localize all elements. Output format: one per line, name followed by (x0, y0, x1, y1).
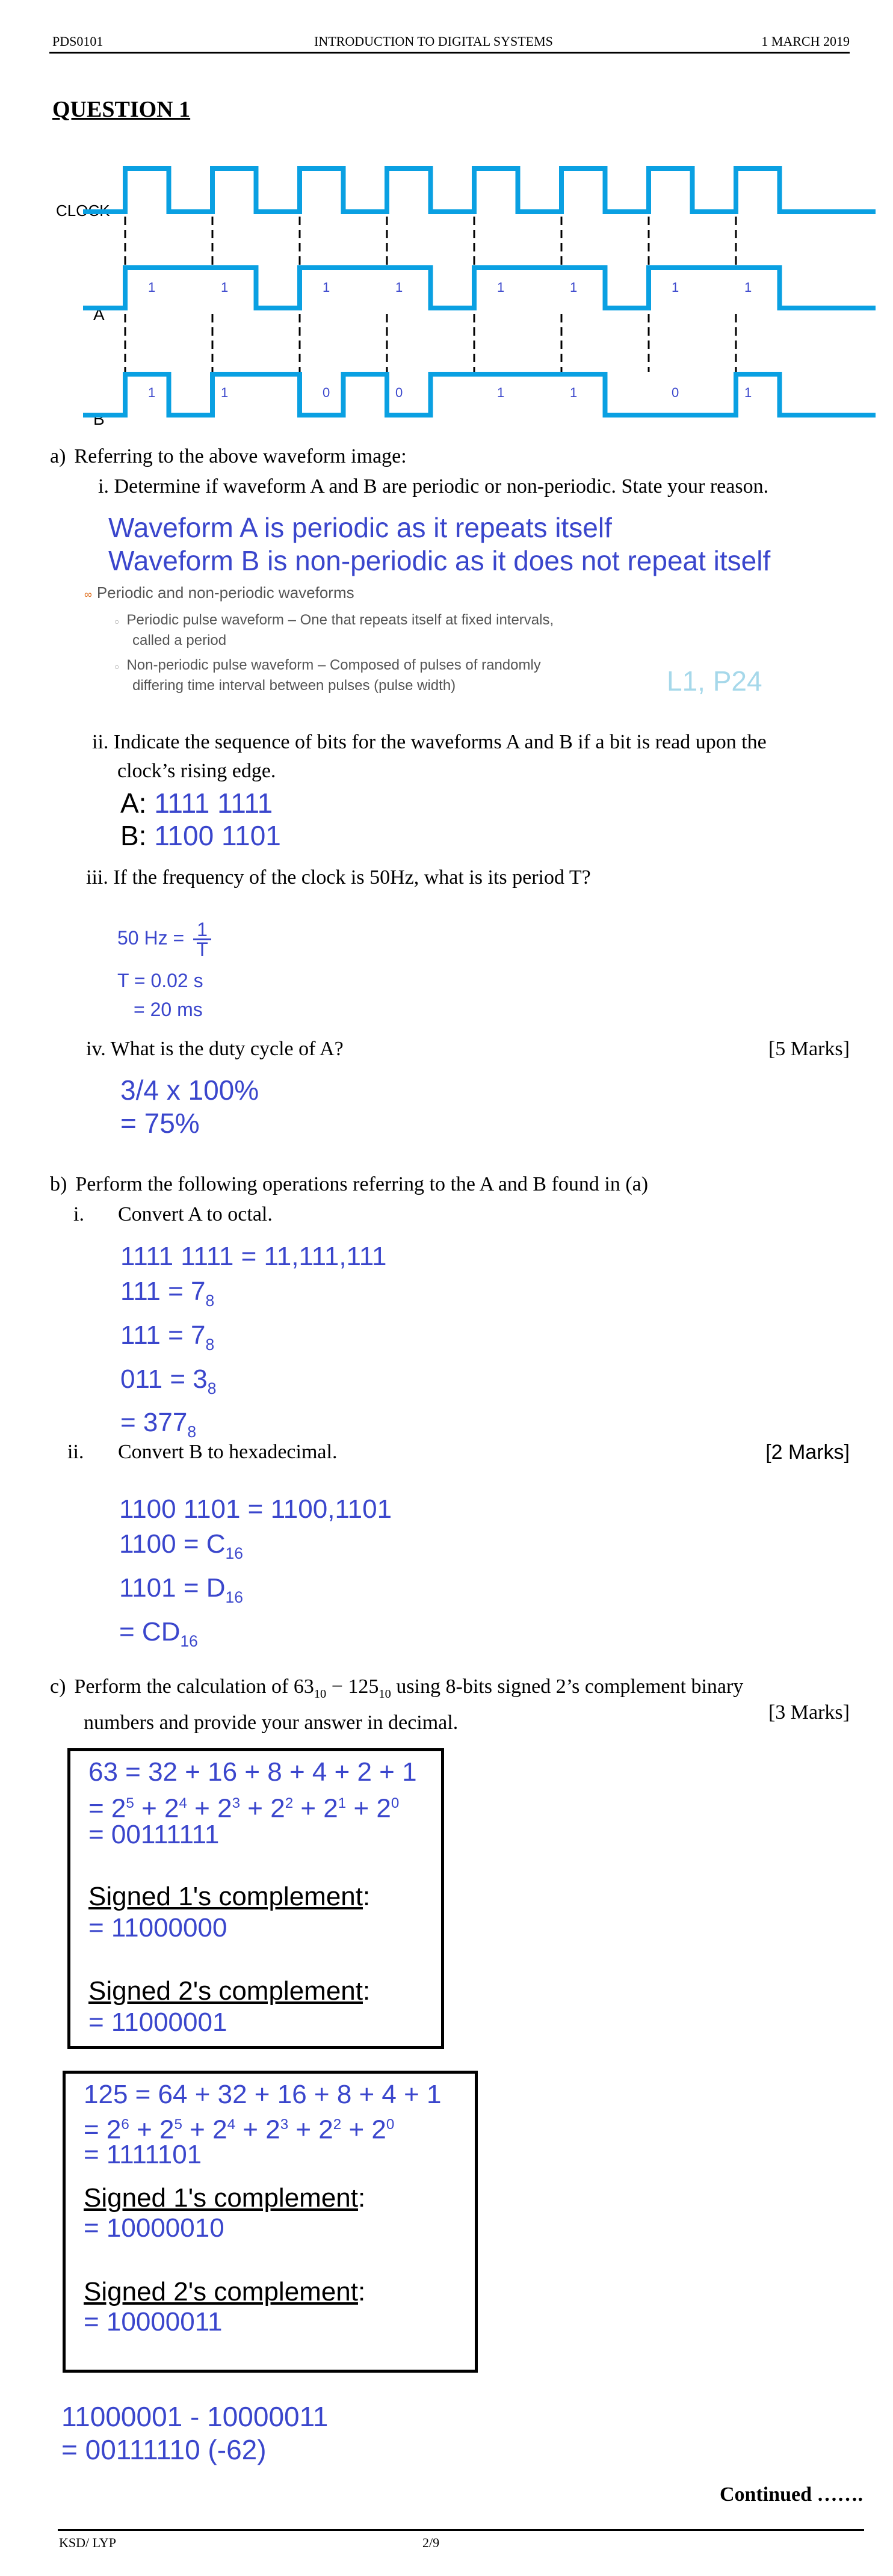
course-title: INTRODUCTION TO DIGITAL SYSTEMS (314, 34, 553, 49)
a-iv-text: What is the duty cycle of A? (110, 1038, 344, 1060)
part-c-text-2: numbers and provide your answer in decimal. (84, 1711, 459, 1734)
c-result-2: = 00111110 (-62) (61, 2434, 267, 2465)
reference-heading: Periodic and non-periodic waveforms (96, 584, 354, 602)
a-label: A (93, 305, 105, 324)
sub-bullet-icon: ○ (114, 617, 120, 626)
a-iii-num: iii. (86, 866, 108, 889)
a-iv-num: iv. (86, 1038, 106, 1060)
b-i-num: i. (73, 1203, 84, 1225)
a-bits-row: A: 1111 1111 (120, 787, 273, 819)
hex-line: 1100 1101 = 1100,1101 (119, 1494, 392, 1524)
exam-date: 1 MARCH 2019 (761, 34, 850, 49)
bit-annotation: 1 (221, 280, 229, 295)
header-rule (49, 52, 850, 54)
bit-annotation: 1 (323, 280, 330, 295)
part-b-prompt: Perform the following operations referring to the A and B found in (a) (75, 1173, 649, 1195)
bit-annotation: 1 (570, 385, 578, 400)
octal-line: = $377_8$ (120, 1408, 197, 1441)
a-ii-num: ii. (92, 731, 109, 753)
powers-63: = $2^5 + 2^4 + 2^3 + 2^2 + 2^1 + 2^0$ (88, 1793, 400, 1823)
b-ii-num: ii. (67, 1441, 84, 1463)
part-a-prompt: Referring to the above waveform image: (74, 445, 407, 467)
continued-note: Continued ……. (719, 2483, 863, 2506)
hex-work (119, 1492, 392, 1658)
a-iii-text: If the frequency of the clock is 50Hz, what is its period T? (113, 866, 591, 889)
page-number: 2/9 (422, 2535, 440, 2550)
reference-heading-row (84, 584, 354, 602)
b-waveform (83, 374, 876, 415)
a-iii-work-2: T = 0.02 s (117, 970, 203, 991)
calc-box-63: 63 = 32 + 16 + 8 + 4 + 2 + 1 = $2^5 + 2^4 + 2^3 + 2^2 + 2^1 + 2^0$ = 00111111 Signed 1's complement: = 11000000 Signed 2's complement: = 11000001 (67, 1748, 444, 2049)
b-ii-text: Convert B to hexadecimal. (118, 1441, 338, 1463)
bit-annotation: 1 (221, 385, 229, 400)
bit-annotation: 1 (744, 385, 752, 400)
bit-annotation: 1 (744, 280, 752, 295)
b-bits: 1100 1101 (154, 820, 281, 851)
bit-annotation: 0 (395, 385, 403, 400)
octal-line: $111 = 7_8$ (120, 1320, 215, 1354)
clock-label: CLOCK (56, 202, 110, 220)
calc-box-125: 125 = 64 + 32 + 16 + 8 + 4 + 1 = $2^6 + 2^5 + 2^4 + 2^3 + 2^2 + 2^0$ = 1111101 Signed 1's complement: = 10000010 Signed 2's complement: = 10000011 (63, 2071, 478, 2373)
a-i-answer-1: Waveform A is periodic as it repeats itself (108, 512, 612, 543)
hex-line: $1100 = C_{16}$ (119, 1529, 243, 1562)
a-ii-text-2: clock’s rising edge. (117, 760, 276, 782)
waveform-diagram (36, 156, 891, 445)
bit-annotation: 1 (497, 280, 505, 295)
octal-line: $111 = 7_8$ (120, 1277, 215, 1310)
a-ii-text-1: Indicate the sequence of bits for the waveforms A and B if a bit is read upon the (113, 731, 767, 753)
bit-annotation: 1 (497, 385, 505, 400)
question-title: QUESTION 1 (52, 97, 191, 122)
part-a-label: a) (50, 445, 66, 467)
a-i-answer-2: Waveform B is non-periodic as it does not repeat itself (108, 545, 771, 576)
reference-item-periodic: ○ Periodic pulse waveform – One that repeats itself at fixed intervals, called a period (114, 612, 554, 649)
footer-rule (58, 2529, 864, 2531)
bit-annotation: 1 (395, 280, 403, 295)
part-c-label: c) (50, 1675, 66, 1698)
a-iv-answer-2: = 75% (120, 1108, 200, 1139)
bit-annotation: 1 (148, 385, 156, 400)
b-i-text: Convert A to octal. (118, 1203, 273, 1225)
a-bit-annotations (148, 280, 752, 295)
a-iii-work-3: = 20 ms (134, 999, 203, 1020)
octal-line: 1111 1111 = 11,111,111 (120, 1242, 387, 1271)
a-iii-work-1: 50 Hz = $\frac{1}{T}$ (117, 920, 211, 958)
bit-annotation: 0 (672, 385, 679, 400)
a-bits: 1111 1111 (154, 787, 273, 819)
reference-source: L1, P24 (667, 665, 762, 697)
sub-bullet-icon: ○ (114, 662, 120, 671)
hex-line: = $CD_{16}$ (119, 1616, 198, 1650)
footer-initials: KSD/ LYP (59, 2535, 116, 2550)
a-i-text: Determine if waveform A and B are periodic or non-periodic. State your reason. (114, 475, 769, 498)
a-i-num: i. (98, 475, 109, 498)
a-iv-answer-1: 3/4 x 100% (120, 1074, 259, 1106)
twos-complement-label: Signed 2's complement (88, 1976, 363, 2006)
b-marks: [2 Marks] (765, 1441, 850, 1464)
b-bits-row: B: 1100 1101 (120, 820, 281, 851)
octal-work (120, 1239, 386, 1449)
ones-complement-label: Signed 1's complement (88, 1882, 363, 1911)
a-marks: [5 Marks] (768, 1038, 850, 1060)
bit-annotation: 1 (570, 280, 578, 295)
bit-annotation: 1 (148, 280, 156, 295)
bullet-icon: ∞ (84, 588, 92, 600)
c-result-1: 11000001 - 10000011 (61, 2401, 329, 2432)
reference-item-nonperiodic: ○ Non-periodic pulse waveform – Composed of pulses of randomly differing time interval between pulses (pulse width) (114, 657, 541, 694)
clock-waveform (83, 168, 876, 212)
powers-125: = $2^6 + 2^5 + 2^4 + 2^3 + 2^2 + 2^0$ (84, 2115, 395, 2145)
octal-line: $011 = 3_8$ (120, 1364, 217, 1397)
bit-annotation: 0 (323, 385, 330, 400)
part-b-label: b) (50, 1173, 67, 1195)
hex-line: $1101 = D_{16}$ (119, 1573, 243, 1606)
a-waveform (83, 268, 876, 308)
b-label: B (93, 410, 105, 428)
c-marks: [3 Marks] (768, 1701, 850, 1724)
course-code: PDS0101 (52, 34, 104, 49)
bit-annotation: 1 (672, 280, 679, 295)
b-bit-annotations (148, 385, 752, 400)
